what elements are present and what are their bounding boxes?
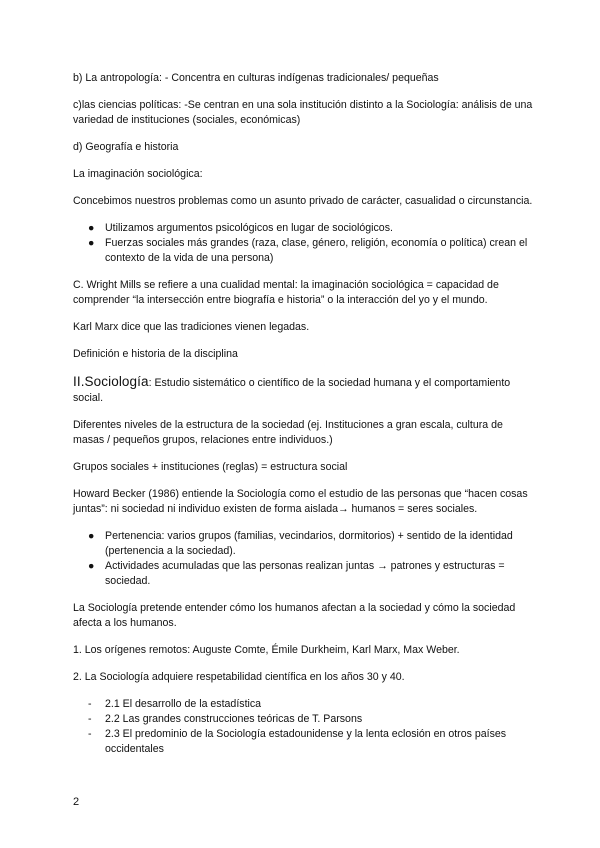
bullet-list-2 (73, 529, 535, 589)
list-item-text: Pertenencia: varios grupos (familias, vecindarios, dormitorios) + sentido de la identidad (pertenencia a la sociedad). (105, 530, 513, 557)
paragraph-concebimos: Concebimos nuestros problemas como un asunto privado de carácter, casualidad o circunstancia. (73, 195, 533, 207)
bullet-list-1 (73, 221, 535, 266)
list-item (73, 712, 535, 727)
paragraph-grupos: Grupos sociales + instituciones (reglas) = estructura social (73, 461, 348, 473)
paragraph-niveles: Diferentes niveles de la estructura de la sociedad (ej. Instituciones a gran escala, cultura de masas / pequeños grupos, relaciones entre individuos.) (73, 419, 503, 446)
page-number: 2 (73, 796, 80, 808)
bullet-icon: ● (88, 530, 95, 542)
section-heading-sociologia: II.Sociología (73, 374, 149, 389)
list-item (73, 697, 535, 712)
paragraph-sociologia (73, 374, 535, 406)
list-item-text: 2.1 El desarrollo de la estadística (105, 698, 262, 710)
dash-icon: - (88, 728, 92, 740)
list-item (73, 529, 535, 559)
paragraph-pretende: La Sociología pretende entender cómo los humanos afectan a la sociedad y cómo la sociedad afecta a los humanos. (73, 602, 516, 629)
list-item-text: Fuerzas sociales más grandes (raza, clase, género, religión, economía o política) crean el contexto de la vida de una persona) (105, 237, 528, 264)
dash-list (73, 697, 535, 757)
document-body (73, 71, 535, 769)
list-item (73, 221, 535, 236)
list-item (73, 236, 535, 266)
bullet-icon: ● (88, 237, 95, 249)
list-item-text: Actividades acumuladas que las personas realizan juntas → patrones y estructuras = sociedad. (105, 560, 505, 587)
sociologia-definition: : Estudio sistemático o científico de la sociedad humana y el comportamiento social. (73, 377, 511, 404)
dash-icon: - (88, 698, 92, 710)
list-item-text: Utilizamos argumentos psicológicos en lugar de sociológicos. (105, 222, 393, 234)
list-item (73, 559, 535, 589)
list-item-text: 2.2 Las grandes construcciones teóricas de T. Parsons (105, 713, 363, 725)
paragraph-ciencias-politicas: c)las ciencias políticas: -Se centran en una sola institución distinto a la Sociología: análisis de una variedad de instituciones (sociales, económicas) (73, 99, 533, 126)
paragraph-becker: Howard Becker (1986) entiende la Sociología como el estudio de las personas que “hacen cosas juntas”: ni sociedad ni individuo existen de forma aislada→ humanos = seres sociales. (73, 488, 528, 515)
paragraph-geografia: d) Geografía e historia (73, 141, 179, 153)
paragraph-antropologia: b) La antropología: - Concentra en culturas indígenas tradicionales/ pequeñas (73, 72, 439, 84)
bullet-icon: ● (88, 222, 95, 234)
paragraph-respetabilidad: 2. La Sociología adquiere respetabilidad científica en los años 30 y 40. (73, 671, 405, 683)
list-item-text: 2.3 El predominio de la Sociología estadounidense y la lenta eclosión en otros países occidentales (105, 728, 507, 755)
list-item (73, 727, 535, 757)
heading-definicion: Definición e historia de la disciplina (73, 348, 238, 360)
dash-icon: - (88, 713, 92, 725)
heading-imaginacion: La imaginación sociológica: (73, 168, 203, 180)
paragraph-origenes: 1. Los orígenes remotos: Auguste Comte, Émile Durkheim, Karl Marx, Max Weber. (73, 644, 460, 656)
paragraph-wright-mills: C. Wright Mills se refiere a una cualidad mental: la imaginación sociológica = capacidad de comprender “la intersección entre biografía e historia” o la interacción del yo y el mundo. (73, 279, 499, 306)
paragraph-karl-marx: Karl Marx dice que las tradiciones vienen legadas. (73, 321, 310, 333)
bullet-icon: ● (88, 560, 95, 572)
